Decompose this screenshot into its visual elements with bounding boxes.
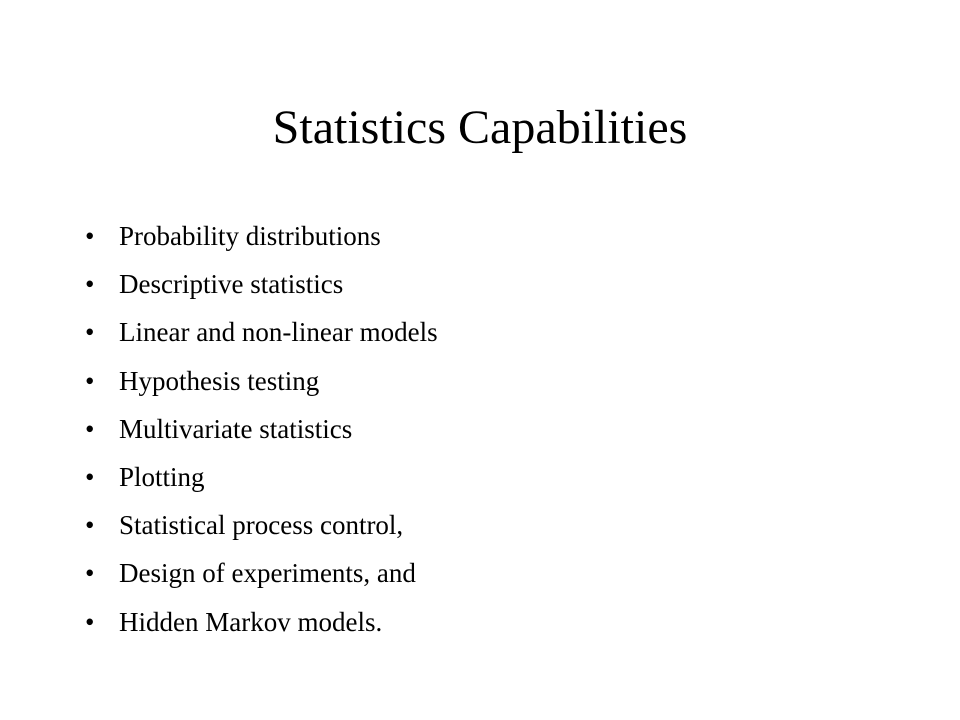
bullet-dot-icon: •: [85, 269, 95, 300]
bullet-text: Multivariate statistics: [119, 413, 353, 444]
bullet-text: Linear and non-linear models: [119, 317, 438, 348]
bullet-dot-icon: •: [85, 221, 95, 251]
bullet-item: [0, 549, 960, 597]
bullet-dot-icon: •: [85, 606, 95, 637]
bullet-text: Hypothesis testing: [119, 365, 320, 396]
bullet-dot-icon: •: [85, 413, 95, 444]
bullet-text: Plotting: [119, 461, 205, 492]
bullet-text: Probability distributions: [119, 221, 381, 251]
bullet-dot-icon: •: [85, 558, 95, 589]
bullet-text: Hidden Markov models.: [119, 606, 383, 637]
bullet-item: [0, 405, 960, 453]
bullet-item: [0, 598, 960, 646]
bullet-text: Statistical process control,: [119, 510, 404, 541]
bullet-dot-icon: •: [85, 461, 95, 492]
bullet-item: [0, 357, 960, 405]
bullet-item: [0, 212, 960, 260]
bullet-item: [0, 308, 960, 356]
bullet-dot-icon: •: [85, 510, 95, 541]
bullet-dot-icon: •: [85, 317, 95, 348]
bullet-list: [0, 212, 960, 646]
bullet-item: [0, 453, 960, 501]
slide-title: Statistics Capabilities: [272, 101, 688, 154]
bullet-item: [0, 260, 960, 308]
bullet-dot-icon: •: [85, 365, 95, 396]
bullet-item: [0, 501, 960, 549]
bullet-text: Descriptive statistics: [119, 269, 344, 300]
bullet-text: Design of experiments, and: [119, 558, 416, 589]
